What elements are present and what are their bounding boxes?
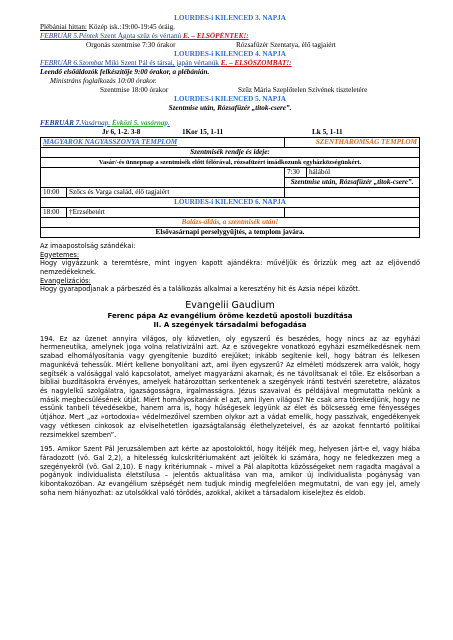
feb6-titok-csere: Szentmise után, Rózsafüzér „titok-csere”. bbox=[168, 104, 292, 112]
intentions-heading: Az imaapostolság szándékai: bbox=[40, 242, 136, 250]
kilenced-5-heading: LOURDES-i KILENCED 5. NAPJA bbox=[174, 95, 286, 103]
intention-evang-label: Evangelizációs: bbox=[40, 276, 91, 285]
intention-evang-text: Hogy gyarapodjanak a párbeszéd és a találkozás alkalmai a keresztény hit és Ázsia népei között. bbox=[40, 285, 361, 294]
feb6-firstcommunion: Leendő elsőáldozók felkészítője 9:00 órakor, a plébánián. bbox=[40, 68, 210, 76]
document-title: Evangelii Gaudium bbox=[185, 299, 275, 311]
feb6-mass-line bbox=[40, 86, 420, 95]
plebania-label: Plébániai hittan: bbox=[40, 23, 87, 31]
kilenced-4-heading: LOURDES-i KILENCED 4. NAPJA bbox=[174, 50, 286, 58]
plebania-line bbox=[40, 23, 420, 32]
reading-2: 1Kor 15, 1-11 bbox=[182, 128, 224, 136]
kilenced-3-heading: LOURDES-i KILENCED 3. NAPJA bbox=[174, 14, 286, 22]
after-mass-titok: Szentmise után, Rózsafüzér „titok-csere”. bbox=[284, 178, 419, 188]
feb5-saint: Szent Ágota szűz és vértanú bbox=[98, 32, 183, 40]
intention-general-label: Egyetemes: bbox=[40, 250, 80, 259]
paragraph-194: 194. Ez az üzenet annyira világos, oly közvetlen, oly egyszerű és beszédes, hogy nincs az az egyházi hermeneutika, amelynek joga volna relativizálni azt. Az e szövegekre vonatkozó egyházi eszmélkedésnek nem szabad elhomályosítania vagy gyengítenie buzdító erejüket; inkább segítenie kell, hogy bátran és lelkesen magunkévá tehessük. Miért kellene bonyolítani azt, ami ilyen egyszerű? Az elméleti módszerek arra valók, hogy segítsék a valósággal való kapcsolatot, amelyet magyarázni akarnak, és ne távolítsanak el tőle. Ez elsősorban a bibliai buzdításokra érvényes, amelyek határozottan serkentenek a szegények iránti testvéri szeretetre, alázatos és nagylelkű szolgálatra, igazságosságra, irgalmasságra. Jézus szavaival és példájával megmutatta nekünk a másik megbecsülésének útját. Miért homályosítanánk el azt, ami ilyen világos? Ne csak arra törekedjünk, hogy ne essünk tanbeli tévedésekbe, hanem arra is, hogy hűségesek legyünk az élet és bölcsesség eme fényességes útjához. Mert „az »ortodoxia« védelmezőivel szemben olykor azt a vádat emelik, hogy passzívak, engedékenyek vagy vétkesen cinkosok az elviselhetetlen igazságtalanság élethelyzeteivel, és az azokat fenntartó politikai rezsimekkel szemben”. bbox=[40, 334, 420, 439]
confession-notice: Vasár/-és ünnepnap a szentmisék előtt félórával, rózsafüzért imádkozunk egyházközségünkért. bbox=[41, 158, 420, 168]
feb6-saint: Miki Szent Pál és társai, japán vértanúk bbox=[103, 59, 221, 67]
feb5-date: FEBRUÁR 5. bbox=[40, 32, 79, 40]
feb6-mass-time: Szentmise 18:00 órakor bbox=[100, 86, 169, 94]
feb6-elsoszombat: E. – ELSŐSZOMBAT!: bbox=[220, 59, 292, 67]
bulletin-page bbox=[40, 14, 420, 497]
feb6-heading bbox=[40, 59, 420, 68]
reading-1: Jr 6, 1-2. 3-8 bbox=[102, 128, 141, 136]
kilenced-6-heading: LOURDES-i KILENCED 6. NAPJA bbox=[41, 198, 420, 208]
intention-general-text: Hogy vigyázzunk a teremtésre, mint ingyen kapott ajándékra: művéljük és őrizzük meg azt az eljövendő nemzedékeknek. bbox=[40, 259, 420, 276]
document-subtitle: Ferenc pápa Az evangélium öröme kezdetű apostoli buzdítása bbox=[107, 311, 353, 320]
sunday-date: FEBRUÁR 7. bbox=[40, 119, 82, 127]
feb5-mass-time: Orgonás szentmise 7:30 órakor bbox=[86, 41, 176, 49]
feb6-ministrans: Ministráns foglalkozás 10:00 órakor. bbox=[50, 77, 157, 85]
reading-3: Lk 5, 1-11 bbox=[312, 128, 343, 136]
collection-notice: Elsővasárnapi perselygyűjtés, a templom javára. bbox=[41, 228, 420, 238]
feb6-day: Szombat bbox=[78, 59, 104, 67]
plebania-text: Közép isk.:19:00-19:45 óráig. bbox=[86, 23, 175, 31]
feb6-mass-intent: Szűz Mária Szeplőtelen Szívének tiszteletére bbox=[238, 86, 368, 94]
feb5-day: Péntek bbox=[78, 32, 99, 40]
feb5-heading bbox=[40, 32, 420, 41]
feb5-mass-line bbox=[40, 41, 420, 50]
intentions-block bbox=[40, 242, 420, 294]
mass-order: Szentmisék rendje és ideje: bbox=[41, 148, 420, 158]
paragraph-195: 195. Amikor Szent Pál Jeruzsálemben azt kérte az apostoloktól, hogy ítéljék meg, helyesen járt-e el, vagy hiába fáradozott (vö. Gal 2,2), a hitelesség kulcskritériumaként azt jelölték ki számára, hogy ne feledkezzen meg a szegényekről (vö. Gal 2,10). E nagy kritériumnak – mivel a Pál alapította közösségeket nem ragadta magával a pogányok individualista életstílusa – jelentős aktualitása van ma, amikor új individualista pogányság van kibontakozóban. Az evangélium szépségét nem tudjuk mindig megfelelően megmutatni, de van egy jel, amely soha nem hiányozhat: az utolsókkal való törődés, azokkal, akiket a társadalom kiselejtez és eldob. bbox=[40, 445, 420, 497]
document-section: II. A szegények társadalmi befogadása bbox=[153, 320, 307, 329]
row-1800-time: 18:00 bbox=[41, 208, 67, 218]
sunday-season-end: . bbox=[168, 119, 170, 127]
sunday-heading bbox=[40, 119, 420, 128]
feb5-mass-intent: Rózsafüzér Szentatya, élő tagjaiért bbox=[236, 41, 336, 49]
church-right-name: SZENTHÁROMSÁG TEMPLOM bbox=[284, 138, 419, 148]
sunday-day: Vasárnap. bbox=[81, 119, 111, 127]
sunday-season: Évközi 5. vasárnap bbox=[110, 119, 169, 127]
row-1000-time: 10:00 bbox=[41, 188, 67, 198]
sunday-schedule-table bbox=[40, 137, 420, 238]
row-1000-intent: Szőcs és Varga család, élő tagjaiért bbox=[67, 188, 285, 198]
church-left-name: MAGYAROK NAGYASSZONYA TEMPLOM bbox=[41, 138, 285, 148]
feb5-elsopentek: E. – ELSŐPÉNTEK!: bbox=[182, 32, 249, 40]
balazs-aldas: Balázs-áldás, a szentmisék után! bbox=[41, 218, 420, 228]
readings-line bbox=[40, 128, 420, 137]
row-730-time: 7:30 bbox=[284, 168, 306, 178]
row-1800-intent: †Erzsébetért bbox=[67, 208, 285, 218]
feb6-date: FEBRUÁR 6. bbox=[40, 59, 79, 67]
row-730-intent: hálából bbox=[306, 168, 419, 178]
